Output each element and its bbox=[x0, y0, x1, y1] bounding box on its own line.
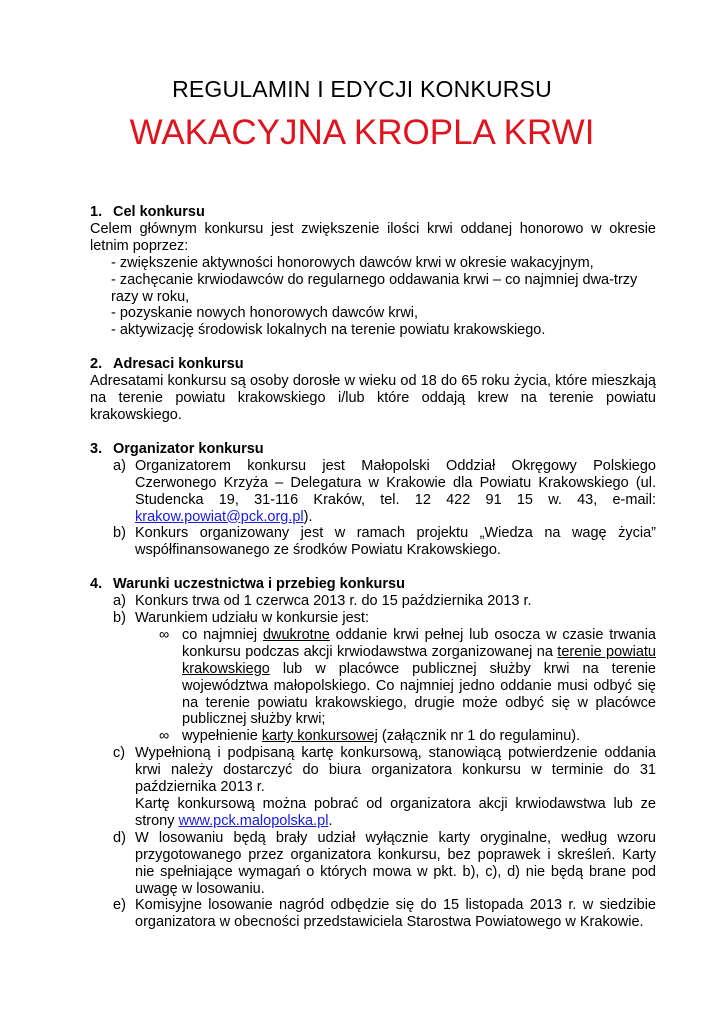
email-link[interactable]: krakow.powiat@pck.org.pl bbox=[135, 508, 304, 525]
bullet-item: ∞ co najmniej dwukrotne oddanie krwi pełnej lub osocza w czasie trwania konkursu podczas akcji krwiodawstwa zorganizowanej na terenie powiatu krakowskiego lub w placówce publicznej służby krwi na terenie województwa małopolskiego. Co najmniej jedno oddanie musi odbyć się na terenie powiatu krakowskiego, drugie może odbyć się w placówce publicznej służby krwi; bbox=[159, 626, 657, 728]
section-1 bbox=[90, 204, 656, 339]
infinity-bullet-icon: ∞ bbox=[159, 728, 170, 745]
list-item-continuation: Kartę konkursową można pobrać od organizatora akcji krwiodawstwa lub ze strony www.pck.malopolska.pl. bbox=[135, 796, 656, 829]
infinity-bullet-icon: ∞ bbox=[159, 626, 170, 643]
section-text: Celem głównym konkursu jest zwiększenie ilości krwi oddanej honorowo w okresie letnim poprzez: bbox=[90, 220, 656, 254]
list-item: b) Konkurs organizowany jest w ramach projektu „Wiedza na wagę życia” współfinansowanego ze środków Powiatu Krakowskiego. bbox=[113, 525, 656, 559]
list-item: a) Organizatorem konkursu jest Małopolski Oddział Okręgowy Polskiego Czerwonego Krzyża – Delegatura w Krakowie dla Powiatu Krakowskiego (ul. Studencka 19, 31-116 Kraków, tel. 12 422 91 15 w. 43, e-mail: krakow.powiat@pck.org.pl). bbox=[113, 457, 656, 525]
contest-name: WAKACYJNA KROPLA KRWI bbox=[129, 113, 595, 152]
section-heading: 1. Cel konkursu bbox=[90, 204, 205, 220]
list-item: - pozyskanie nowych honorowych dawców krwi, bbox=[111, 305, 419, 322]
list-item: c) Wypełnioną i podpisaną kartę konkursową, stanowiącą potwierdzenie oddania krwi należy dostarczyć do biura organizatora konkursu w terminie do 31 października 2013 r. bbox=[113, 745, 656, 796]
list-item: - zwiększenie aktywności honorowych dawców krwi w okresie wakacyjnym, bbox=[111, 254, 594, 271]
section-heading: 3. Organizator konkursu bbox=[90, 440, 264, 457]
regulation-title: REGULAMIN I EDYCJI KONKURSU bbox=[172, 76, 552, 102]
section-heading: 4. Warunki uczestnictwa i przebieg konkursu bbox=[90, 576, 405, 593]
list-item: d) W losowaniu będą brały udział wyłącznie karty oryginalne, według wzoru przygotowanego przez organizatora konkursu, bez poprawek i skreśleń. Karty nie spełniające wymagań o których mowa w pkt. b), c), d) nie będą brane pod uwagę w losowaniu. bbox=[113, 829, 656, 897]
list-item: - aktywizację środowisk lokalnych na terenie powiatu krakowskiego. bbox=[111, 322, 546, 339]
section-text: Adresatami konkursu są osoby dorosłe w wieku od 18 do 65 roku życia, które mieszkają na terenie powiatu krakowskiego i/lub które oddają krew na terenie powiatu krakowskiego. bbox=[90, 373, 656, 423]
bullet-item: ∞ wypełnienie karty konkursowej (załącznik nr 1 do regulaminu). bbox=[159, 728, 581, 745]
section-4 bbox=[90, 576, 656, 931]
document-body bbox=[90, 204, 656, 931]
list-item: a) Konkurs trwa od 1 czerwca 2013 r. do 15 października 2013 r. bbox=[113, 593, 532, 610]
section-heading: 2. Adresaci konkursu bbox=[90, 356, 244, 373]
list-item: - zachęcanie krwiodawców do regularnego oddawania krwi – co najmniej dwa-trzy razy w roku, bbox=[111, 271, 638, 305]
section-2 bbox=[90, 356, 656, 424]
list-item: b) Warunkiem udziału w konkursie jest: bbox=[113, 610, 369, 627]
list-item: e) Komisyjne losowanie nagród odbędzie się do 15 listopada 2013 r. w siedzibie organizatora w obecności przedstawiciela Starostwa Powiatowego w Krakowie. bbox=[113, 897, 656, 931]
website-link[interactable]: www.pck.malopolska.pl bbox=[178, 812, 329, 829]
section-3 bbox=[90, 441, 656, 559]
